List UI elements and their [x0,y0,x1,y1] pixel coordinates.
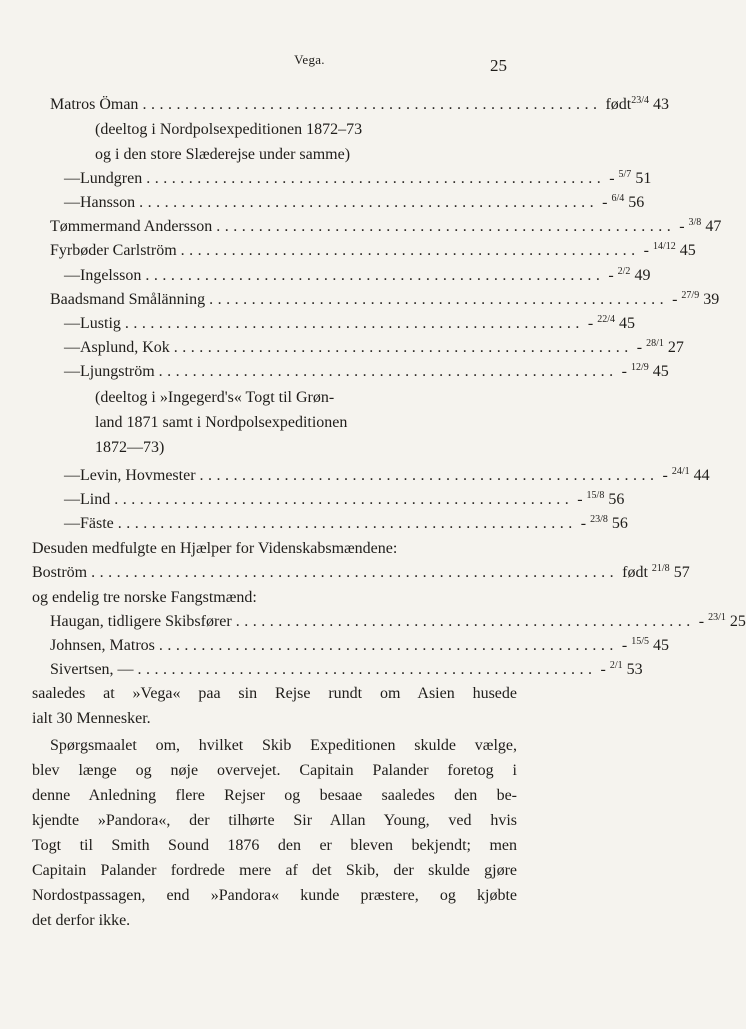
paragraph-line: Togt til Smith Sound 1876 den er bleven bekjendt; men [32,837,517,854]
crew-name: Lind [80,491,111,508]
crew-note: (deeltog i »Ingegerd's« Togt til Grøn- [95,389,335,406]
paragraph-line: denne Anledning flere Rejser og besaae saaledes den be- [32,787,517,804]
crew-entry: Fyrbøder Carlström ...................................................... - $^{14/12}$ 45 [50,239,515,263]
crew-name: Matros Öman [50,96,139,113]
hunter-name: Sivertsen, — [50,661,134,678]
summary-line: ialt 30 Mennesker. [32,710,151,727]
crew-name: Tømmermand Andersson [50,218,213,235]
crew-name: Levin, Hovmester [80,467,196,484]
crew-name: Lundgren [80,170,143,187]
crew-entry: — Ljungström ...................................................... - $^{12/9}$ 45 [64,360,515,384]
paragraph-line: Nordostpassagen, end »Pandora« kunde præstere, og kjøbte [32,887,517,904]
crew-entry: — Lind ...................................................... - $^{15/8}$ 56 [64,488,515,512]
paragraph-line: blev længe og nøje overvejet. Capitain Palander foretog i [32,762,517,779]
hunter-name: Haugan, tidligere Skibsfører [50,613,232,630]
running-header: Vega. [294,52,325,67]
crew-note: (deeltog i Nordpolsexpeditionen 1872–73 [95,121,363,138]
crew-entry: Tømmermand Andersson ...................................................... - $^{3/8}$ 47 [50,215,515,239]
scientist-entry: Boström .............................................................. født $^{21/8}$ 57 [32,561,517,585]
crew-name: Ljungström [80,363,155,380]
hunter-name: Johnsen, Matros [50,637,155,654]
crew-entry: Baadsmand Smålänning ...................................................... - $^{27/9}$ 39 [50,288,515,312]
scientist-name: Boström [32,564,88,581]
hunter-entry: Haugan, tidligere Skibsfører ...................................................... - $^{23/1}$ 25 [50,610,515,634]
paragraph-line: Capitain Palander fordrede mere af det Skib, der skulde gjøre [32,862,517,879]
paragraph-line: Spørgsmaalet om, hvilket Skib Expeditionen skulde vælge, [50,737,517,754]
crew-entry: — Levin, Hovmester ...................................................... - $^{24/1}$ 44 [64,464,515,488]
crew-entry: — Ingelsson ...................................................... - $^{2/2}$ 49 [64,264,515,288]
crew-name: Fäste [80,515,114,532]
crew-name: Ingelsson [80,267,142,284]
summary-line: saaledes at »Vega« paa sin Rejse rundt om Asien husede [32,685,517,702]
hunter-entry: Johnsen, Matros ...................................................... - $^{15/5}$ 45 [50,634,515,658]
hunter-entry: Sivertsen, — ...................................................... - $^{2/1}$ 53 [50,658,515,682]
crew-entry: — Asplund, Kok ...................................................... - $^{28/1}$ 27 [64,336,515,360]
crew-name: Baadsmand Smålänning [50,291,206,308]
crew-name: Lustig [80,315,121,332]
crew-entry [50,93,669,117]
crew-name: Fyrbøder Carlström [50,242,177,259]
crew-birth: født$^{23/4}$ 43 [605,95,669,113]
leader-dots: ...................................................... [142,96,602,113]
crew-name: Hansson [80,194,136,211]
scientists-intro: Desuden medfulgte en Hjælper for Videnskabsmændene: [32,540,398,557]
crew-name: Asplund, Kok [80,339,170,356]
crew-note: land 1871 samt i Nordpolsexpeditionen [95,414,348,431]
crew-note: og i den store Slæderejse under samme) [95,146,351,163]
crew-entry: — Lundgren ...................................................... - $^{5/7}$ 51 [64,167,515,191]
crew-entry: — Lustig ...................................................... - $^{22/4}$ 45 [64,312,515,336]
hunters-intro: og endelig tre norske Fangstmænd: [32,589,257,606]
paragraph-line: det derfor ikke. [32,912,131,929]
page-number: 25 [490,56,507,75]
crew-entry: — Fäste ...................................................... - $^{23/8}$ 56 [64,512,515,536]
crew-entry: — Hansson ...................................................... - $^{6/4}$ 56 [64,191,515,215]
crew-note: 1872—73) [95,439,165,456]
paragraph-line: kjendte »Pandora«, der tilhørte Sir Allan Young, ved hvis [32,812,517,829]
